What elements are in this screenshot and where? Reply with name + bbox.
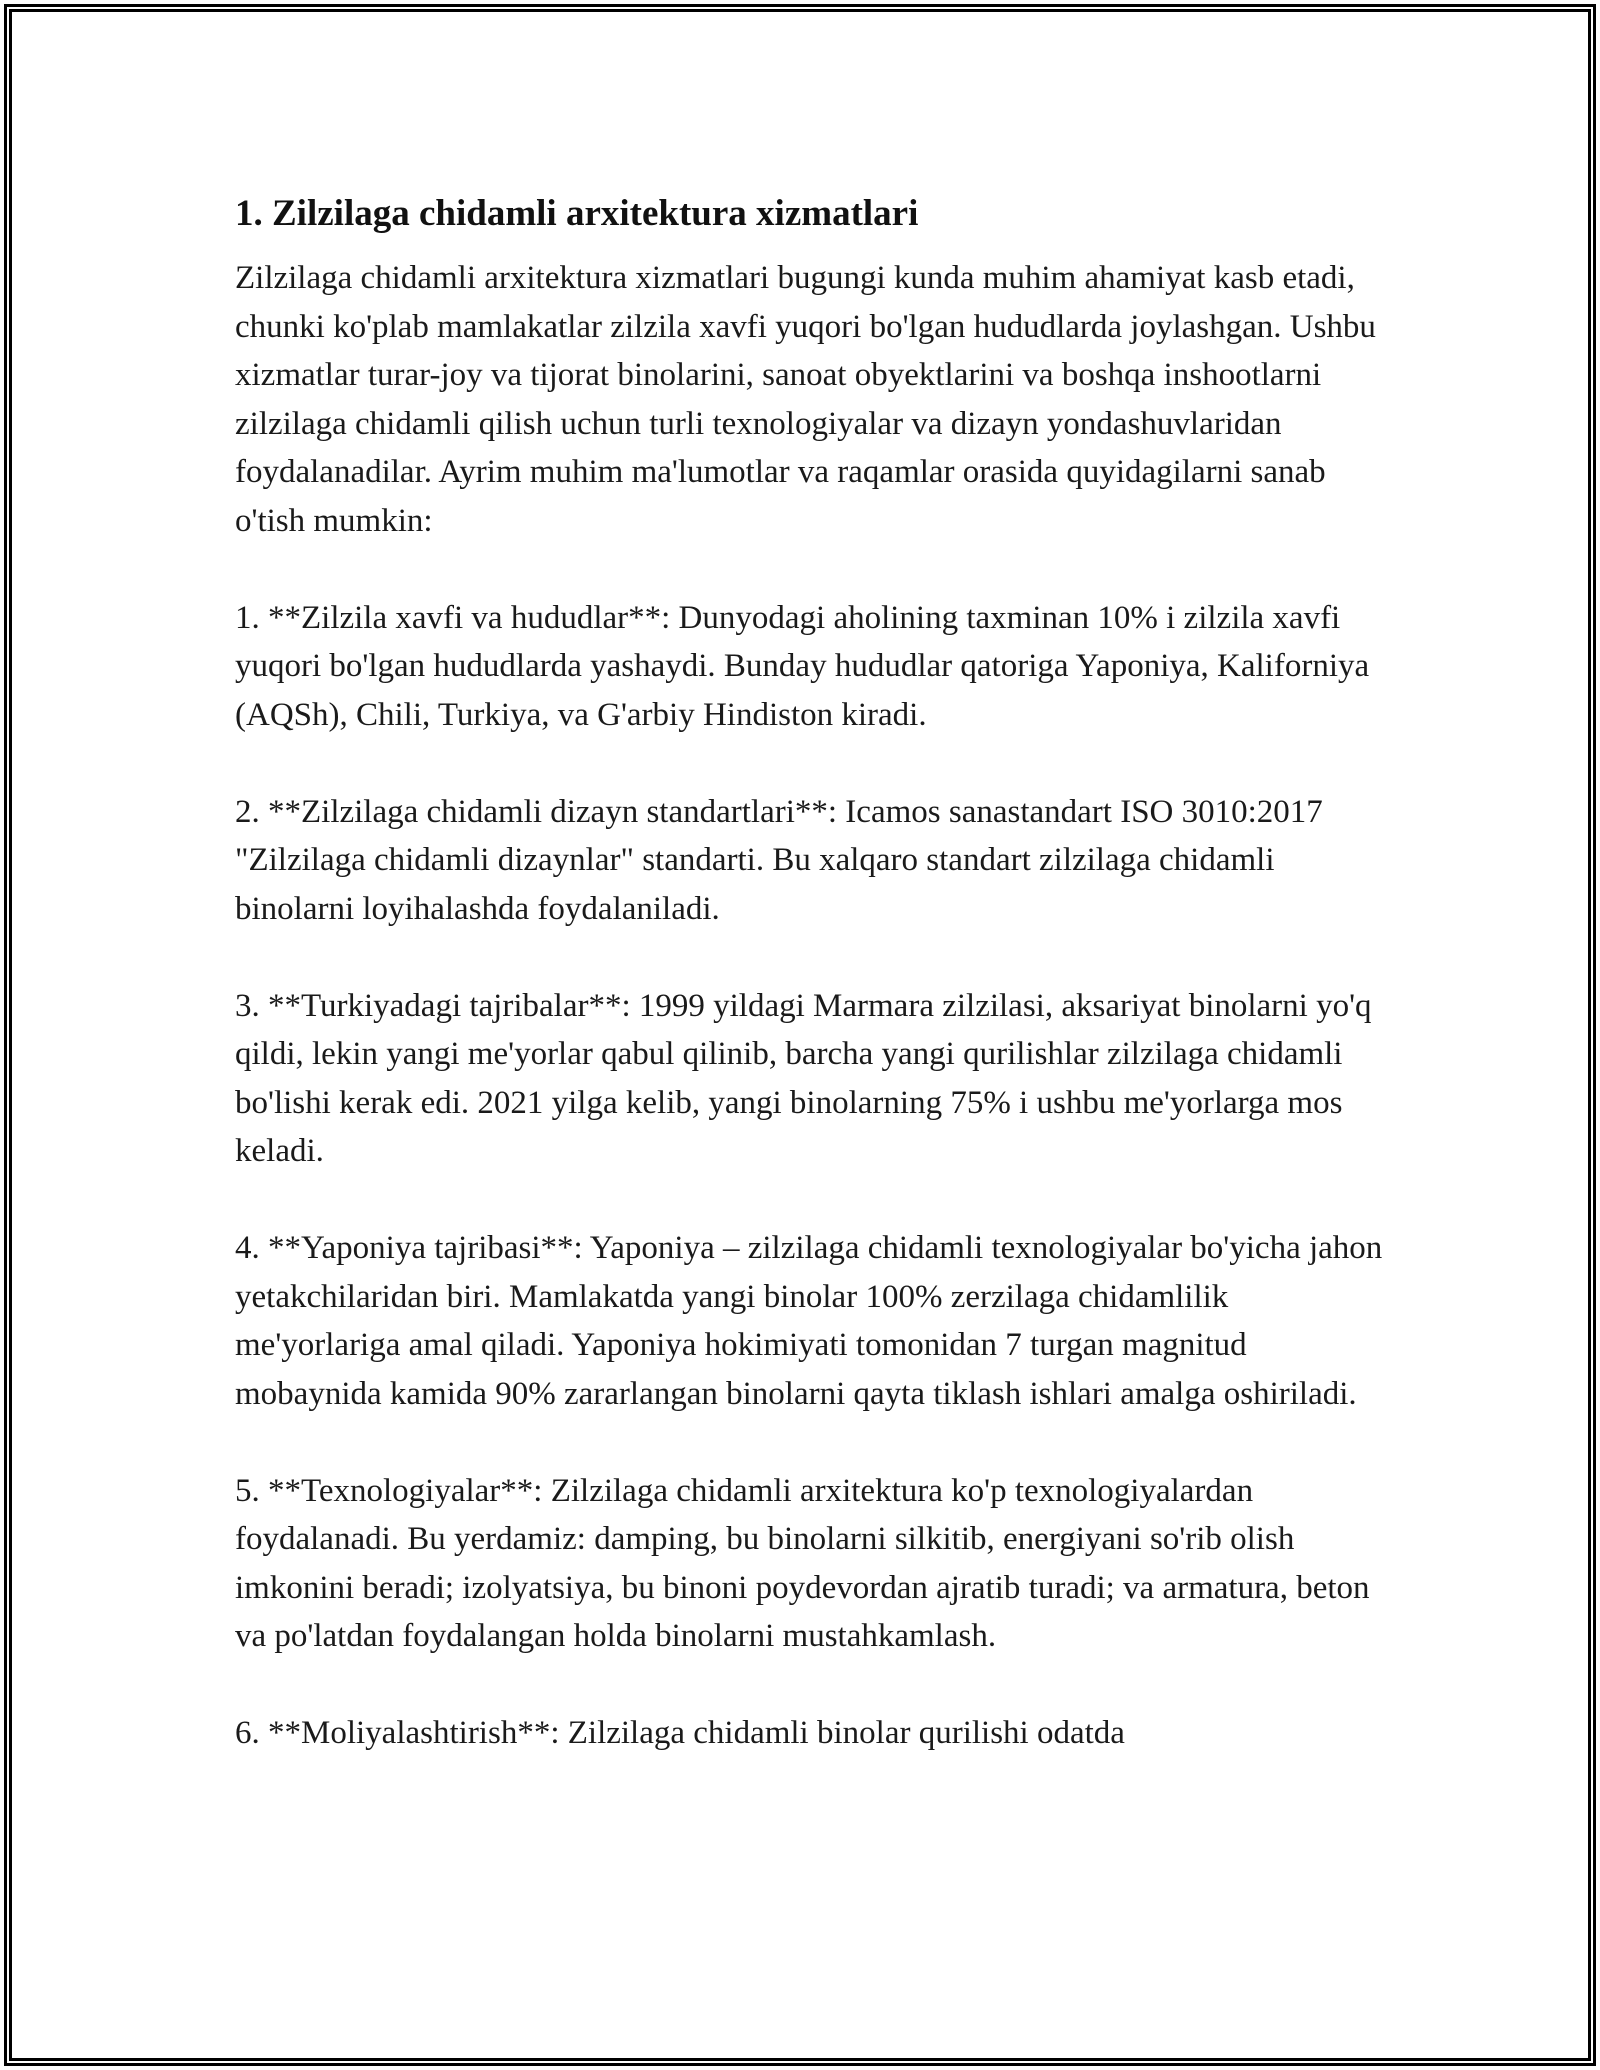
- document-body: [235, 182, 1385, 1806]
- list-item-5: 5. **Texnologiyalar**: Zilzilaga chidamli arxitektura ko'p texnologiyalardan foydalanadi. Bu yerdamiz: damping, bu binolarni silkitib, energiyani so'rib olish imkonini beradi; izolyatsiya, bu binoni poydevordan ajratib turadi; va armatura, beton va po'latdan foydalangan holda binolarni mustahkamlash.: [235, 1472, 1370, 1654]
- list-item-3: 3. **Turkiyadagi tajribalar**: 1999 yildagi Marmara zilzilasi, aksariyat binolarni yo'q qildi, lekin yangi me'yorlar qabul qilinib, barcha yangi qurilishlar zilzilaga chidamli bo'lishi kerak edi. 2021 yilga kelib, yangi binolarning 75% i ushbu me'yorlarga mos keladi.: [235, 987, 1372, 1169]
- list-item-2: 2. **Zilzilaga chidamli dizayn standartlari**: Icamos sanastandart ISO 3010:2017 "Zilzilaga chidamli dizaynlar" standarti. Bu xalqaro standart zilzilaga chidamli binolarni loyihalashda foydalaniladi.: [235, 793, 1323, 927]
- document-title: 1. Zilzilaga chidamli arxitektura xizmatlari: [235, 193, 919, 234]
- intro-paragraph: Zilzilaga chidamli arxitektura xizmatlari bugungi kunda muhim ahamiyat kasb etadi, chunki ko'plab mamlakatlar zilzila xavfi yuqori bo'lgan hududlarda joylashgan. Ushbu xizmatlar turar-joy va tijorat binolarini, sanoat obyektlarini va boshqa inshootlarni zilzilaga chidamli qilish uchun turli texnologiyalar va dizayn yondashuvlaridan foydalanadilar. Ayrim muhim ma'lumotlar va raqamlar orasida quyidagilarni sanab o'tish mumkin:: [235, 260, 1376, 539]
- list-item-4: 4. **Yaponiya tajribasi**: Yaponiya – zilzilaga chidamli texnologiyalar bo'yicha jahon yetakchilaridan biri. Mamlakatda yangi binolar 100% zerzilaga chidamlilik me'yorlariga amal qiladi. Yaponiya hokimiyati tomonidan 7 turgan magnitud mobaynida kamida 90% zararlangan binolarni qayta tiklash ishlari amalga oshiriladi.: [235, 1230, 1383, 1412]
- list-item-6: 6. **Moliyalashtirish**: Zilzilaga chidamli binolar qurilishi odatda: [235, 1715, 1125, 1751]
- list-item-1: 1. **Zilzila xavfi va hududlar**: Dunyodagi aholining taxminan 10% i zilzila xavfi yuqori bo'lgan hududlarda yashaydi. Bunday hududlar qatoriga Yaponiya, Kaliforniya (AQSh), Chili, Turkiya, va G'arbiy Hindiston kiradi.: [235, 599, 1370, 733]
